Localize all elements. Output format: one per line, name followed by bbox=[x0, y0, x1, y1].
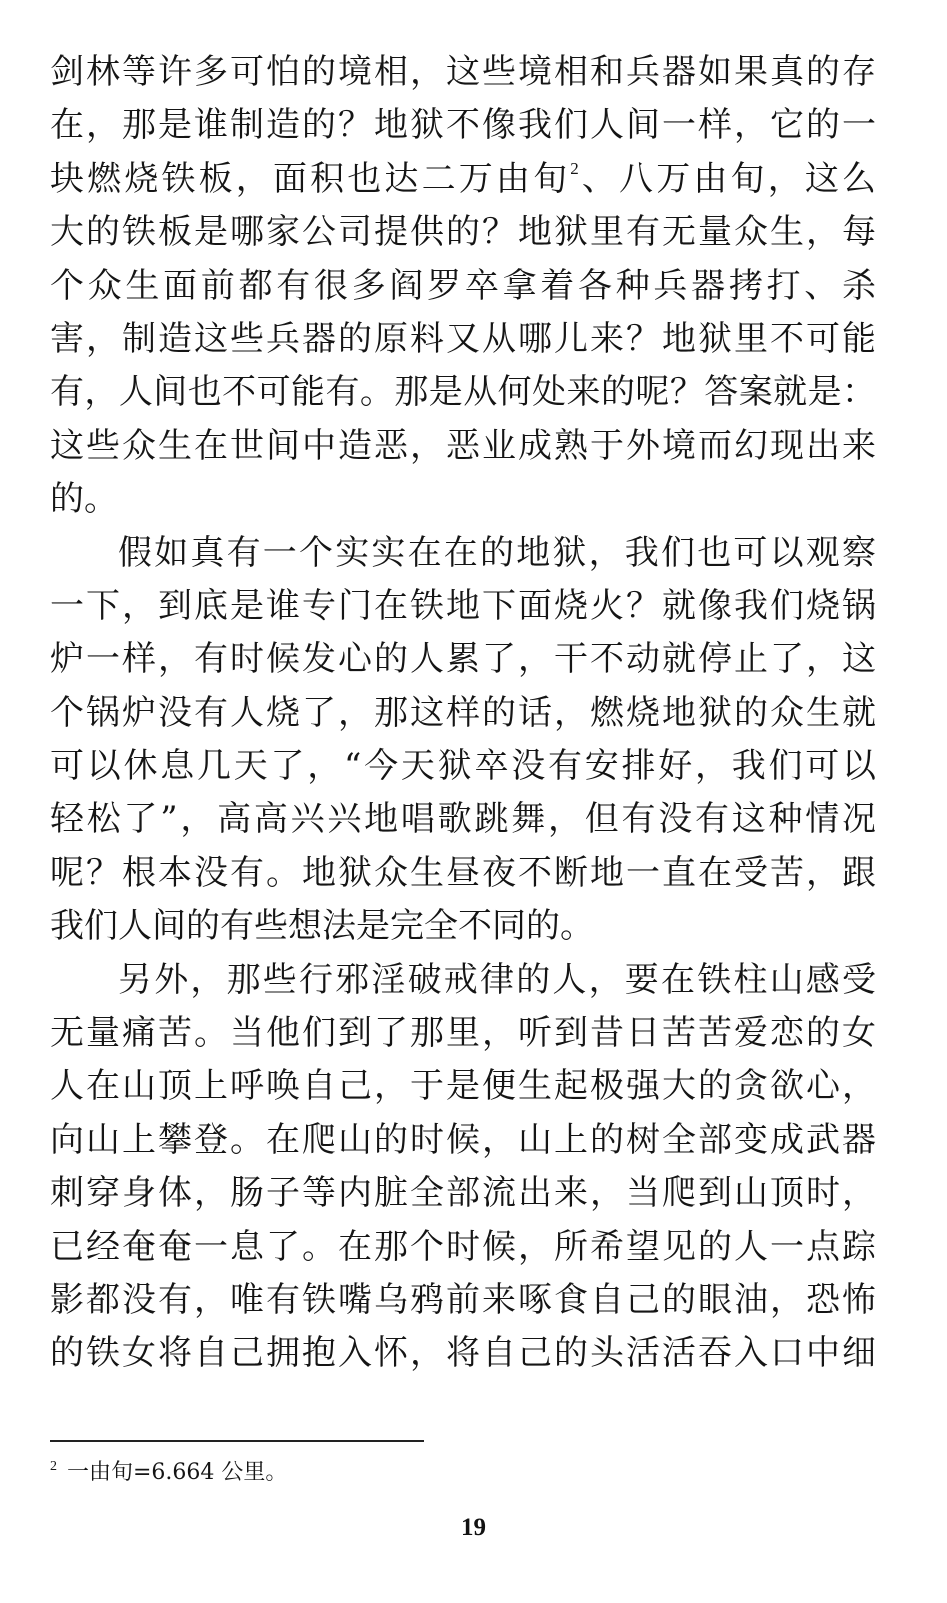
footnote-divider bbox=[50, 1440, 424, 1442]
text-line: 一下，到底是谁专门在铁地下面烧火？就像我们烧锅 bbox=[50, 585, 876, 626]
text-line: 刺穿身体，肠子等内脏全部流出来，当爬到山顶时， bbox=[50, 1173, 876, 1214]
paragraph-first-line: 假如真有一个实实在在的地狱，我们也可以观察 bbox=[118, 532, 876, 573]
paragraph-first-line: 另外，那些行邪淫破戒律的人，要在铁柱山感受 bbox=[118, 959, 876, 1000]
text-line: 呢？根本没有。地狱众生昼夜不断地一直在受苦，跟 bbox=[50, 852, 876, 893]
text-line-part: 、八万由旬，这么 bbox=[578, 158, 877, 199]
text-line bbox=[50, 153, 876, 206]
text-line: 我们人间的有些想法是完全不同的。 bbox=[50, 906, 594, 947]
text-line: 向山上攀登。在爬山的时候，山上的树全部变成武器 bbox=[50, 1119, 876, 1160]
text-line: 可以休息几天了，“今天狱卒没有安排好，我们可以 bbox=[50, 746, 876, 787]
text-line: 个众生面前都有很多阎罗卒拿着各种兵器拷打、杀 bbox=[50, 265, 876, 306]
text-line: 个锅炉没有人烧了，那这样的话，燃烧地狱的众生就 bbox=[50, 692, 876, 733]
footnote-number: 2 bbox=[50, 1459, 57, 1474]
footnote-reference: 2 bbox=[570, 158, 579, 178]
text-line: 害，制造这些兵器的原料又从哪儿来？地狱里不可能 bbox=[50, 318, 876, 359]
footnote bbox=[50, 1456, 287, 1490]
body-text bbox=[50, 46, 876, 1381]
text-line-part: 块燃烧铁板，面积也达二万由旬 bbox=[50, 158, 571, 199]
text-line: 人在山顶上呼唤自己，于是便生起极强大的贪欲心， bbox=[50, 1066, 876, 1107]
text-line: 的铁女将自己拥抱入怀，将自己的头活活吞入口中细 bbox=[50, 1333, 876, 1374]
text-line: 大的铁板是哪家公司提供的？地狱里有无量众生，每 bbox=[50, 212, 876, 253]
text-line: 在，那是谁制造的？地狱不像我们人间一样，它的一 bbox=[50, 105, 876, 146]
text-line: 炉一样，有时候发心的人累了，干不动就停止了，这 bbox=[50, 639, 876, 680]
text-line: 有，人间也不可能有。那是从何处来的呢？答案就是： bbox=[50, 372, 876, 413]
text-line: 这些众生在世间中造恶，恶业成熟于外境而幻现出来 bbox=[50, 425, 876, 466]
text-line: 的。 bbox=[50, 479, 118, 520]
text-line: 无量痛苦。当他们到了那里，听到昔日苦苦爱恋的女 bbox=[50, 1013, 876, 1054]
text-line: 轻松了”，高高兴兴地唱歌跳舞，但有没有这种情况 bbox=[50, 799, 876, 840]
footnote-text: 一由旬=6.664 公里。 bbox=[67, 1460, 288, 1485]
text-line: 影都没有，唯有铁嘴乌鸦前来啄食自己的眼油，恐怖 bbox=[50, 1279, 876, 1320]
page-number: 19 bbox=[461, 1514, 486, 1541]
text-line: 剑林等许多可怕的境相，这些境相和兵器如果真的存 bbox=[50, 52, 876, 92]
text-line: 已经奄奄一息了。在那个时候，所希望见的人一点踪 bbox=[50, 1226, 876, 1267]
